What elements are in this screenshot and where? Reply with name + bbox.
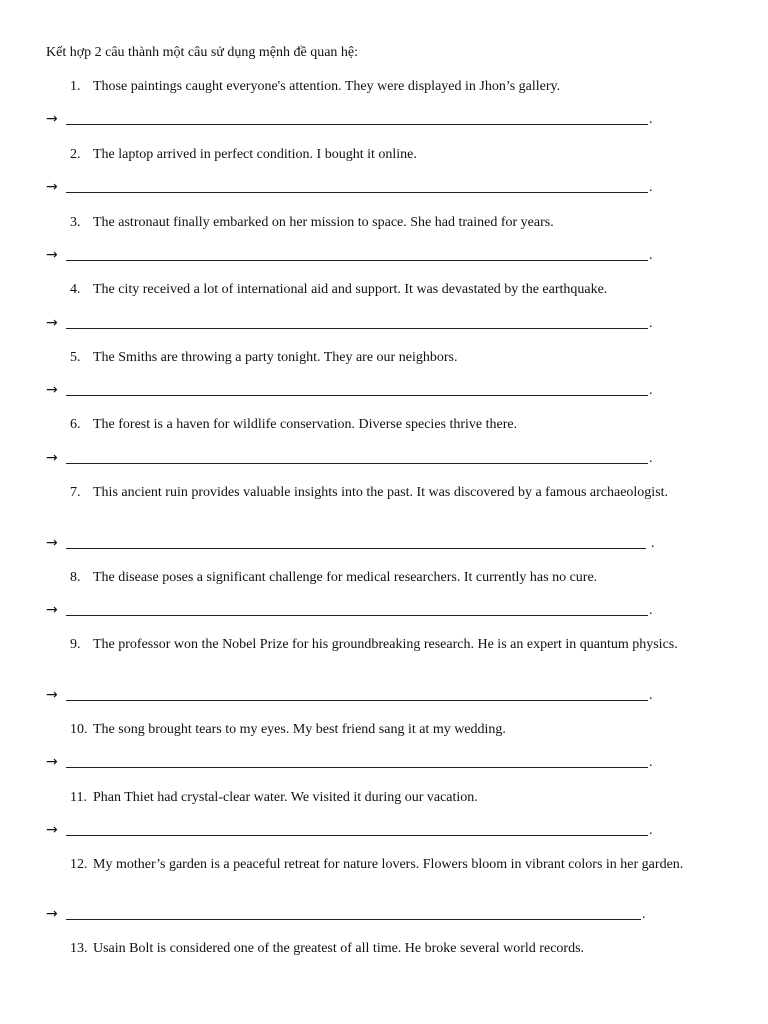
question-text: The city received a lot of international aid and support. It was devastated by the earthquake. xyxy=(93,282,608,297)
instruction-text: Kết hợp 2 câu thành một câu sử dụng mệnh đề quan hệ: xyxy=(46,45,359,60)
answer-period: . xyxy=(649,316,653,331)
answer-line-3[interactable] xyxy=(46,247,666,265)
question-text: Usain Bolt is considered one of the greatest of all time. He broke several world records. xyxy=(93,941,585,956)
right-arrow-icon: → xyxy=(46,535,58,551)
answer-period: . xyxy=(649,180,653,195)
answer-line-2[interactable] xyxy=(46,179,666,197)
question-9 xyxy=(70,636,710,653)
right-arrow-icon: → xyxy=(46,906,58,922)
right-arrow-icon: → xyxy=(46,315,58,331)
answer-line-12[interactable] xyxy=(46,906,666,924)
right-arrow-icon: → xyxy=(46,111,58,127)
question-number: 7. xyxy=(70,485,81,500)
question-13 xyxy=(70,940,710,957)
right-arrow-icon: → xyxy=(46,754,58,770)
question-text: The forest is a haven for wildlife conservation. Diverse species thrive there. xyxy=(93,417,518,432)
answer-blank[interactable] xyxy=(66,260,648,261)
answer-blank[interactable] xyxy=(66,548,646,549)
answer-line-10[interactable] xyxy=(46,754,666,772)
answer-period: . xyxy=(649,451,653,466)
question-4 xyxy=(70,281,710,298)
answer-blank[interactable] xyxy=(66,835,648,836)
question-number: 12. xyxy=(70,857,88,872)
answer-line-7[interactable] xyxy=(46,535,666,553)
answer-blank[interactable] xyxy=(66,700,648,701)
answer-period: . xyxy=(651,536,655,551)
answer-period: . xyxy=(642,907,646,922)
question-number: 4. xyxy=(70,282,81,297)
right-arrow-icon: → xyxy=(46,382,58,398)
answer-line-1[interactable] xyxy=(46,111,666,129)
answer-period: . xyxy=(649,688,653,703)
question-1 xyxy=(70,78,710,95)
answer-blank[interactable] xyxy=(66,328,648,329)
question-text: The professor won the Nobel Prize for his groundbreaking research. He is an expert in quantum physics. xyxy=(93,637,678,652)
right-arrow-icon: → xyxy=(46,179,58,195)
answer-blank[interactable] xyxy=(66,395,648,396)
question-number: 8. xyxy=(70,570,81,585)
question-5 xyxy=(70,349,710,366)
question-number: 9. xyxy=(70,637,81,652)
question-11 xyxy=(70,789,710,806)
answer-line-5[interactable] xyxy=(46,382,666,400)
question-number: 10. xyxy=(70,722,88,737)
question-text: The song brought tears to my eyes. My best friend sang it at my wedding. xyxy=(93,722,506,737)
answer-line-11[interactable] xyxy=(46,822,666,840)
question-6 xyxy=(70,416,710,433)
right-arrow-icon: → xyxy=(46,247,58,263)
question-number: 3. xyxy=(70,215,81,230)
answer-blank[interactable] xyxy=(66,463,648,464)
answer-blank[interactable] xyxy=(66,124,648,125)
answer-line-4[interactable] xyxy=(46,315,666,333)
question-text: The Smiths are throwing a party tonight. They are our neighbors. xyxy=(93,350,458,365)
answer-line-6[interactable] xyxy=(46,450,666,468)
question-number: 11. xyxy=(70,790,87,805)
question-number: 13. xyxy=(70,941,88,956)
answer-blank[interactable] xyxy=(66,192,648,193)
answer-period: . xyxy=(649,383,653,398)
question-10 xyxy=(70,721,710,738)
question-text: This ancient ruin provides valuable insights into the past. It was discovered by a famous archaeologist. xyxy=(93,485,669,500)
question-text: The astronaut finally embarked on her mission to space. She had trained for years. xyxy=(93,215,554,230)
question-text: My mother’s garden is a peaceful retreat for nature lovers. Flowers bloom in vibrant colors in her garden. xyxy=(93,857,684,872)
answer-line-8[interactable] xyxy=(46,602,666,620)
question-number: 2. xyxy=(70,147,81,162)
question-8 xyxy=(70,569,710,586)
answer-blank[interactable] xyxy=(66,615,648,616)
question-3 xyxy=(70,214,710,231)
answer-blank[interactable] xyxy=(66,919,641,920)
question-12 xyxy=(70,856,710,873)
answer-period: . xyxy=(649,823,653,838)
answer-period: . xyxy=(649,112,653,127)
right-arrow-icon: → xyxy=(46,450,58,466)
question-2 xyxy=(70,146,710,163)
answer-period: . xyxy=(649,755,653,770)
answer-period: . xyxy=(649,248,653,263)
question-number: 6. xyxy=(70,417,81,432)
question-text: The laptop arrived in perfect condition. I bought it online. xyxy=(93,147,417,162)
right-arrow-icon: → xyxy=(46,822,58,838)
right-arrow-icon: → xyxy=(46,687,58,703)
question-text: The disease poses a significant challenge for medical researchers. It currently has no cure. xyxy=(93,570,598,585)
question-number: 5. xyxy=(70,350,81,365)
question-number: 1. xyxy=(70,79,81,94)
right-arrow-icon: → xyxy=(46,602,58,618)
answer-period: . xyxy=(649,603,653,618)
question-text: Those paintings caught everyone's attention. They were displayed in Jhon’s gallery. xyxy=(93,79,561,94)
question-7 xyxy=(70,484,710,501)
answer-blank[interactable] xyxy=(66,767,648,768)
answer-line-9[interactable] xyxy=(46,687,666,705)
question-text: Phan Thiet had crystal-clear water. We visited it during our vacation. xyxy=(93,790,478,805)
